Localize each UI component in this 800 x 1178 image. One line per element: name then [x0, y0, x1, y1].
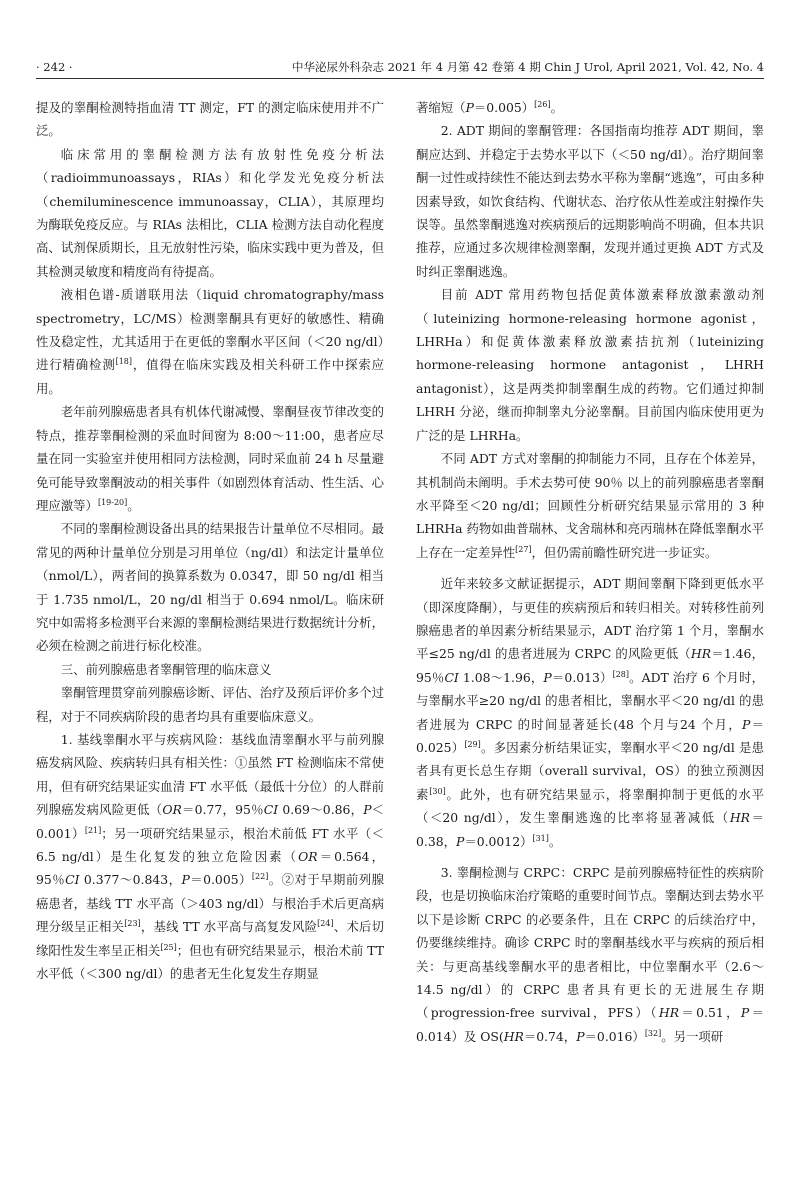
- citation: [21]: [84, 825, 102, 835]
- paragraph: 不同 ADT 方式对睾酮的抑制能力不同，且存在个体差异，其机制尚未阐明。手术去势可使 90％ 以上的前列腺癌患者睾酮水平降至＜20 ng/dl；回顾性分析研究结果显示常用的 3 种 LHRHa 药物如曲普瑞林、戈舍瑞林和亮丙瑞林在降低睾酮水平上存在一定差异性[27]，但仍需前瞻性研究进一步证实。: [416, 451, 764, 560]
- paragraph: 提及的睾酮检测特指血清 TT 测定，FT 的测定临床使用并不广泛。: [36, 100, 384, 139]
- paragraph: 不同的睾酮检测设备出具的结果报告计量单位不尽相同。最常见的两种计量单位分别是习用单位（ng/dl）和法定计量单位（nmol/L），两者间的换算系数为 0.0347，即 50 ng/dl 相当于 1.735 nmol/L，20 ng/dl 相当于 0.694 nmol/L。临床研究中如需将多检测平台来源的睾酮检测结果进行数据统计分析，必须在检测之前进行标化校准。: [36, 521, 384, 654]
- citation: [25]: [160, 942, 177, 952]
- citation: [22]: [251, 872, 269, 882]
- paragraph: 液相色谱-质谱联用法（liquid chromatography/mass spectrometry，LC/MS）检测睾酮具有更好的敏感性、精确性及稳定性，尤其适用于在更低的睾酮水平区间（＜20 ng/dl）进行精确检测[18]，值得在临床实践及相关科研工作中探索应用。: [36, 287, 385, 396]
- citation: [24]: [317, 919, 334, 929]
- paragraph: 著缩短（P＝0.005）[26]。: [416, 99, 563, 115]
- paragraph: 老年前列腺癌患者具有机体代谢减慢、睾酮昼夜节律改变的特点，推荐睾酮检测的采血时间窗为 8:00～11:00，患者应尽量在同一实验室并使用相同方法检测，同时采血前 24 h 尽量避免可能导致睾酮波动的相关事件（如剧烈体育活动、性生活、心理应激等）[19-20]。: [36, 404, 384, 513]
- citation: [19-20]: [97, 497, 128, 507]
- left-column: [36, 96, 384, 985]
- right-column: [416, 96, 764, 1048]
- paragraph: 3. 睾酮检测与 CRPC：CRPC 是前列腺癌特征性的疾病阶段，也是切换临床治疗策略的重要时间节点。睾酮达到去势水平以下是诊断 CRPC 的必要条件，且在 CRPC 的后续治疗中，仍要继续维持。确诊 CRPC 时的睾酮基线水平与疾病的预后相关：与更高基线睾酮水平的患者相比，中位睾酮水平（2.6～14.5 ng/dl）的 CRPC 患者具有更长的无进展生存期（progression-free survival，PFS）（HR＝0.51，P＝0.014）及 OS(HR＝0.74，P＝0.016）[32]。另一项研: [416, 865, 764, 1044]
- citation: [26]: [534, 99, 551, 109]
- citation: [31]: [532, 833, 549, 843]
- citation: [27]: [515, 544, 532, 554]
- paragraph: 近年来较多文献证据提示，ADT 期间睾酮下降到更低水平（即深度降酮），与更佳的疾病预后和转归相关。对转移性前列腺癌患者的单因素分析结果显示，ADT 治疗第 1 个月，睾酮水平≤25 ng/dl 的患者进展为 CRPC 的风险更低（HR＝1.46，95％CI 1.08～1.96，P＝0.013）[28]。ADT 治疗 6 个月时，与睾酮水平≥20 ng/dl 的患者相比，睾酮水平＜20 ng/dl 的患者进展为 CRPC 的时间显著延长(48 个月与24 个月，P＝0.025）[29]。多因素分析结果证实，睾酮水平＜20 ng/dl 是患者具有更长总生存期（overall survival，OS）的独立预测因素[30]。此外，也有研究结果显示，将睾酮抑制于更低的水平（＜20 ng/dl），发生睾酮逃逸的比率将显著减低（HR＝0.38，P＝0.0012）[31]。: [416, 576, 765, 849]
- citation: [18]: [115, 357, 133, 367]
- citation: [30]: [429, 786, 446, 796]
- paragraph: 1. 基线睾酮水平与疾病风险：基线血清睾酮水平与前列腺癌发病风险、疾病转归具有相关性：①虽然 FT 检测临床不常使用，但有研究结果证实血清 FT 水平低（最低十分位）的人群前列腺癌发病风险更低（OR＝0.77，95％CI 0.69～0.86，P＜0.001）[21]；另一项研究结果显示，根治术前低 FT 水平（＜6.5 ng/dl）是生化复发的独立危险因素（OR＝0.564，95％CI 0.377～0.843，P＝0.005）[22]。②对于早期前列腺癌患者，基线 TT 水平高（＞403 ng/dl）与根治手术后更高病理分级呈正相关[23]，基线 TT 水平高与高复发风险[24]、术后切缘阳性发生率呈正相关[25]；但也有研究结果显示，根治术前 TT 水平低（＜300 ng/dl）的患者无生化复发生存期显: [36, 731, 385, 982]
- citation: [23]: [124, 919, 141, 929]
- citation: [32]: [644, 1028, 662, 1038]
- citation: [28]: [612, 669, 629, 679]
- paragraph: 睾酮管理贯穿前列腺癌诊断、评估、治疗及预后评价多个过程，对于不同疾病阶段的患者均具有重要临床意义。: [36, 685, 384, 724]
- paragraph: 2. ADT 期间的睾酮管理：各国指南均推荐 ADT 期间，睾酮应达到、并稳定于去势水平以下（＜50 ng/dl）。治疗期间睾酮一过性或持续性不能达到去势水平称为睾酮“逃逸”，可由多种因素导致，如饮食结构、代谢状态、治疗依从性差或注射操作失误等。虽然睾酮逃逸对疾病预后的远期影响尚不明确，但本共识推荐，应通过多次规律检测睾酮，发现并通过更换 ADT 方式及时纠正睾酮逃逸。: [416, 123, 764, 279]
- page-number: · 242 ·: [36, 60, 73, 74]
- section-heading: 三、前列腺癌患者睾酮管理的临床意义: [60, 661, 272, 677]
- paragraph: 目前 ADT 常用药物包括促黄体激素释放激素激动剂（luteinizing hormone-releasing hormone agonist，LHRHa）和促黄体激素释放激素拮抗剂（luteinizing hormone-releasing hormone antagonist，LHRH antagonist），这是两类抑制睾酮生成的药物。它们通过抑制 LHRH 分泌，继而抑制睾丸分泌睾酮。目前国内临床使用更为广泛的是 LHRHa。: [416, 287, 764, 443]
- paragraph: 临床常用的睾酮检测方法有放射性免疫分析法（radioimmunoassays，RIAs）和化学发光免疫分析法（chemiluminescence immunoassay，CLIA），其原理均为酶联免疫反应。与 RIAs 法相比，CLIA 检测方法自动化程度高、试剂保质期长，且无放射性污染，临床实践中更为普及，但其检测灵敏度和精度尚有待提高。: [36, 146, 384, 279]
- citation: [29]: [464, 739, 481, 749]
- journal-citation: 中华泌尿外科杂志 2021 年 4 月第 42 卷第 4 期 Chin J Urol, April 2021, Vol. 42, No. 4: [291, 60, 764, 74]
- running-header: [36, 56, 764, 79]
